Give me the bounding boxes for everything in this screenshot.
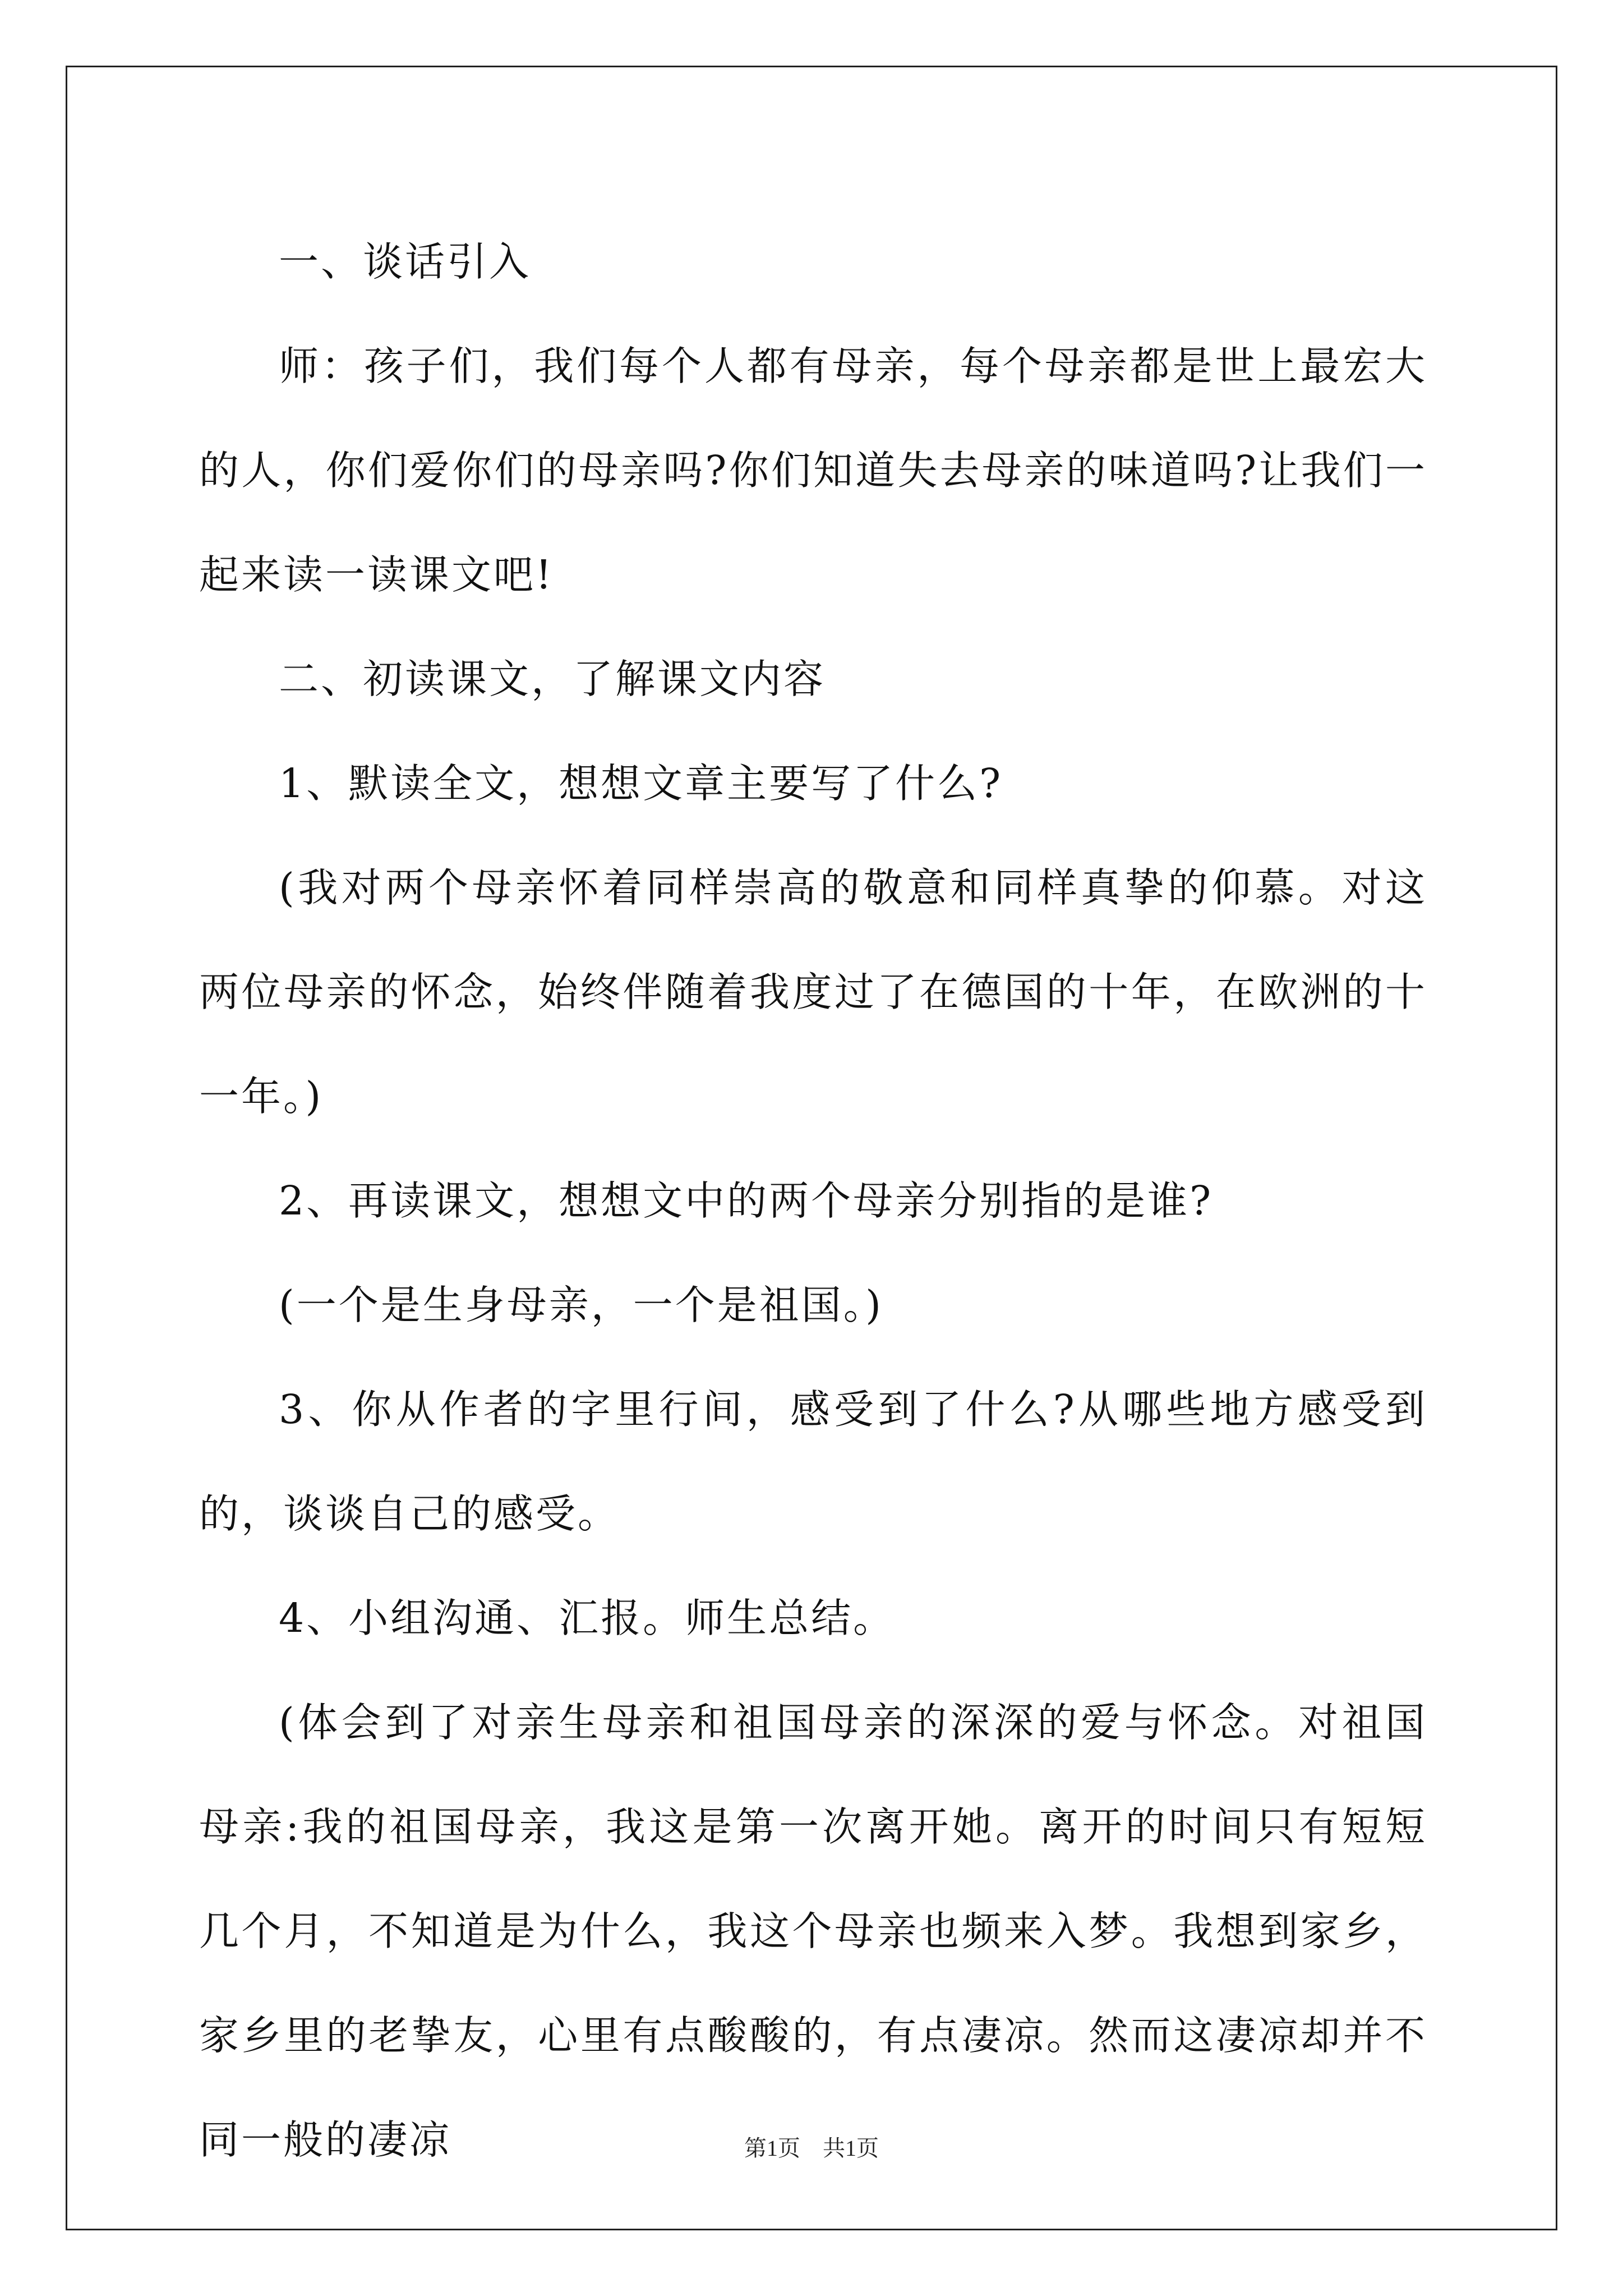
section-heading-intro: 一、谈话引入 (279, 238, 532, 285)
page-number: 第1页 (744, 2136, 800, 2161)
paragraph-answer-4: (体会到了对亲生母亲和祖国母亲的深深的爱与怀念。对祖国母亲:我的祖国母亲，我这是第一次离开她。离开的时间只有短短几个月，不知道是为什么，我这个母亲也频来入梦。我想到家乡，家乡里的老挚友，心里有点酸酸的，有点凄凉。然而这凄凉却并不同一般的凄凉 (199, 1699, 1427, 2163)
paragraph-step-3: 3、你从作者的字里行间，感受到了什么?从哪些地方感受到的，谈谈自己的感受。 (199, 1386, 1427, 1537)
paragraph-step-4: 4、小组沟通、汇报。师生总结。 (279, 1595, 896, 1641)
paragraph-step-1: 1、默读全文，想想文章主要写了什么? (279, 760, 1003, 807)
paragraph-step-2: 2、再读课文，想想文中的两个母亲分别指的是谁? (279, 1177, 1214, 1224)
page-footer (0, 2131, 1623, 2162)
page-total: 共1页 (823, 2136, 879, 2161)
paragraph-answer-2: (一个是生身母亲，一个是祖国。) (279, 1282, 883, 1328)
section-heading-first-reading: 二、初读课文，了解课文内容 (279, 656, 826, 702)
document-body (199, 210, 1427, 2192)
paragraph-answer-1: (我对两个母亲怀着同样崇高的敬意和同样真挚的仰慕。对这两位母亲的怀念，始终伴随着我度过了在德国的十年，在欧洲的十一年。) (199, 864, 1427, 1120)
paragraph-teacher-intro: 师：孩子们，我们每个人都有母亲，每个母亲都是世上最宏大的人，你们爱你们的母亲吗?你们知道失去母亲的味道吗?让我们一起来读一读课文吧! (199, 343, 1427, 598)
